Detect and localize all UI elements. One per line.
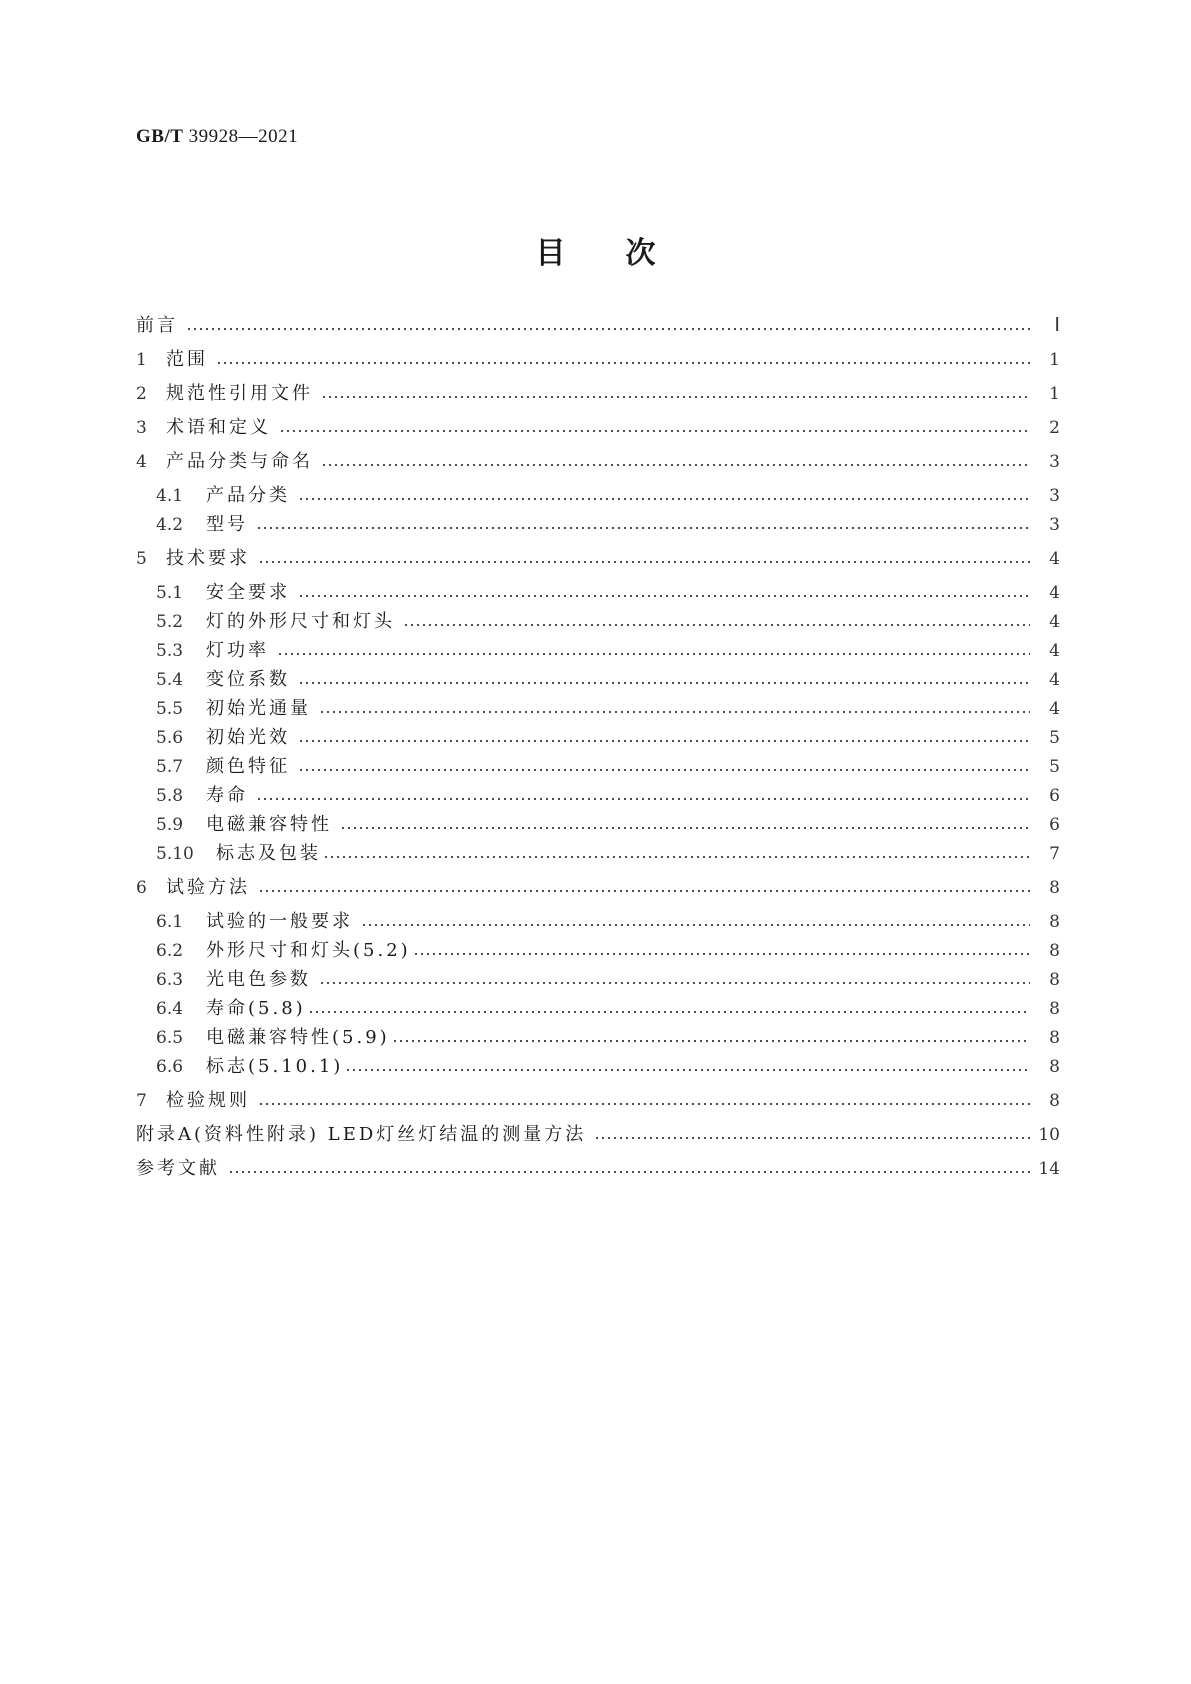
toc-entry-5-4[interactable]: [156, 668, 1060, 692]
leader-dots: [298, 496, 1030, 502]
toc-entry-4-1[interactable]: [156, 484, 1060, 508]
toc-entry-page: 3: [1049, 515, 1060, 535]
toc-entry-1[interactable]: [136, 348, 1060, 372]
toc-entry-number: 5.10: [156, 844, 194, 864]
leader-dots: [258, 888, 1030, 894]
toc-entry-number: 6.2: [156, 941, 184, 961]
toc-entry-number: 6.5: [156, 1028, 184, 1048]
toc-entry-page: 4: [1049, 699, 1060, 719]
leader-dots: [321, 394, 1030, 400]
toc-entry-label: 型号: [206, 514, 248, 535]
toc-entry-label: 参考文献: [136, 1158, 220, 1179]
leader-dots: [323, 854, 1030, 860]
leader-dots: [594, 1135, 1030, 1141]
toc-entry-foreword[interactable]: [136, 314, 1060, 338]
toc-entry-5-1[interactable]: [156, 581, 1060, 605]
toc-entry-page: 8: [1049, 970, 1060, 990]
document-code: [136, 126, 298, 148]
toc-entry-page: 1: [1049, 384, 1060, 404]
toc-entry-label: 灯功率: [206, 640, 269, 661]
toc-entry-page: 8: [1049, 941, 1060, 961]
toc-entry-number: 2: [136, 384, 147, 404]
toc-entry-page: 4: [1049, 583, 1060, 603]
toc-entry-label: 寿命: [206, 785, 248, 806]
toc-entry-number: 5.4: [156, 670, 184, 690]
leader-dots: [256, 525, 1030, 531]
toc-entry-6-4[interactable]: [156, 997, 1060, 1021]
leader-dots: [345, 1067, 1030, 1073]
toc-entry-label: 电磁兼容特性(5.9): [206, 1027, 390, 1048]
toc-entry-label: 寿命(5.8): [206, 998, 306, 1019]
toc-entry-number: 5.3: [156, 641, 184, 661]
toc-entry-6-1[interactable]: [156, 910, 1060, 934]
toc-entry-4-2[interactable]: [156, 513, 1060, 537]
toc-entry-label: 灯的外形尺寸和灯头: [206, 611, 395, 632]
toc-entry-5[interactable]: [136, 547, 1060, 571]
leader-dots: [403, 622, 1030, 628]
toc-entry-label: 检验规则: [166, 1090, 250, 1111]
toc-entry-5-3[interactable]: [156, 639, 1060, 663]
toc-entry-label: 颜色特征: [206, 756, 290, 777]
toc-entry-number: 5.7: [156, 757, 184, 777]
toc-entry-6[interactable]: [136, 876, 1060, 900]
toc-entry-5-5[interactable]: [156, 697, 1060, 721]
toc-entry-6-5[interactable]: [156, 1026, 1060, 1050]
toc-entry-label: 安全要求: [206, 582, 290, 603]
leader-dots: [186, 326, 1030, 332]
leader-dots: [256, 796, 1030, 802]
toc-entry-number: 7: [136, 1091, 147, 1111]
toc-entry-label: 附录A(资料性附录) LED灯丝灯结温的测量方法: [136, 1124, 587, 1145]
leader-dots: [413, 951, 1030, 957]
toc-entry-label: 外形尺寸和灯头(5.2): [206, 940, 411, 961]
toc-entry-number: 6.4: [156, 999, 184, 1019]
toc-entry-label: 变位系数: [206, 669, 290, 690]
leader-dots: [321, 462, 1030, 468]
toc-entry-page: 6: [1049, 815, 1060, 835]
toc-entry-number: 5.2: [156, 612, 184, 632]
toc-entry-page: 8: [1049, 1028, 1060, 1048]
toc-entry-number: 6.3: [156, 970, 184, 990]
toc-entry-number: 5.8: [156, 786, 184, 806]
leader-dots: [308, 1009, 1030, 1015]
toc-entry-label: 范围: [166, 349, 208, 370]
leader-dots: [298, 593, 1030, 599]
toc-entry-page: Ⅰ: [1054, 315, 1060, 336]
toc-entry-number: 6: [136, 878, 147, 898]
toc-entry-number: 5.9: [156, 815, 184, 835]
toc-entry-number: 5.5: [156, 699, 184, 719]
toc-entry-5-6[interactable]: [156, 726, 1060, 750]
toc-entry-label: 试验方法: [166, 877, 250, 898]
toc-entry-page: 7: [1049, 844, 1060, 864]
toc-entry-label: 产品分类与命名: [166, 451, 313, 472]
toc-entry-label: 产品分类: [206, 485, 290, 506]
toc-entry-7[interactable]: [136, 1089, 1060, 1113]
toc-entry-6-3[interactable]: [156, 968, 1060, 992]
toc-entry-label: 标志及包装: [216, 843, 321, 864]
toc-entry-page: 14: [1038, 1159, 1060, 1179]
toc-entry-label: 规范性引用文件: [166, 383, 313, 404]
toc-entry-4[interactable]: [136, 450, 1060, 474]
toc-entry-label: 电磁兼容特性: [206, 814, 332, 835]
toc-entry-page: 4: [1049, 641, 1060, 661]
leader-dots: [258, 1101, 1030, 1107]
toc-entry-2[interactable]: [136, 382, 1060, 406]
toc-entry-label: 标志(5.10.1): [206, 1056, 344, 1077]
leader-dots: [216, 360, 1030, 366]
toc-entry-5-8[interactable]: [156, 784, 1060, 808]
toc-entry-6-6[interactable]: [156, 1055, 1060, 1079]
toc-entry-number: 6.1: [156, 912, 184, 932]
standard-prefix: GB/T: [136, 126, 184, 147]
toc-entry-page: 8: [1049, 912, 1060, 932]
toc-entry-page: 4: [1049, 670, 1060, 690]
toc-entry-number: 1: [136, 350, 147, 370]
toc-entry-number: 4.1: [156, 486, 184, 506]
leader-dots: [277, 651, 1030, 657]
leader-dots: [392, 1038, 1030, 1044]
toc-entry-page: 5: [1049, 728, 1060, 748]
leader-dots: [228, 1169, 1030, 1175]
toc-entry-3[interactable]: [136, 416, 1060, 440]
toc-entry-number: 3: [136, 418, 147, 438]
toc-entry-page: 4: [1049, 612, 1060, 632]
toc-entry-page: 3: [1049, 452, 1060, 472]
toc-entry-page: 3: [1049, 486, 1060, 506]
leader-dots: [361, 922, 1030, 928]
leader-dots: [298, 767, 1030, 773]
toc-title: 目次: [535, 236, 716, 271]
toc-entry-page: 2: [1049, 418, 1060, 438]
toc-entry-page: 4: [1049, 549, 1060, 569]
toc-entry-number: 5: [136, 549, 147, 569]
toc-entry-label: 技术要求: [166, 548, 250, 569]
leader-dots: [298, 738, 1030, 744]
standard-number: 39928—2021: [183, 126, 299, 147]
toc-entry-page: 6: [1049, 786, 1060, 806]
toc-entry-number: 6.6: [156, 1057, 184, 1077]
leader-dots: [279, 428, 1030, 434]
toc-entry-label: 光电色参数: [206, 969, 311, 990]
leader-dots: [340, 825, 1030, 831]
toc-entry-page: 1: [1049, 350, 1060, 370]
toc-entry-label: 前言: [136, 315, 178, 336]
toc-entry-6-2[interactable]: [156, 939, 1060, 963]
toc-entry-page: 5: [1049, 757, 1060, 777]
toc-entry-number: 4.2: [156, 515, 184, 535]
toc-entry-5-10[interactable]: [156, 842, 1060, 866]
toc-entry-label: 试验的一般要求: [206, 911, 353, 932]
toc-entry-page: 10: [1038, 1125, 1060, 1145]
toc-entry-number: 5.6: [156, 728, 184, 748]
toc-entry-label: 术语和定义: [166, 417, 271, 438]
toc-entry-page: 8: [1049, 999, 1060, 1019]
toc-entry-number: 5.1: [156, 583, 184, 603]
toc-entry-5-7[interactable]: [156, 755, 1060, 779]
toc-entry-page: 8: [1049, 878, 1060, 898]
leader-dots: [319, 709, 1030, 715]
leader-dots: [298, 680, 1030, 686]
toc-entry-annex-a[interactable]: [136, 1123, 1060, 1147]
toc-entry-page: 8: [1049, 1091, 1060, 1111]
toc-entry-5-9[interactable]: [156, 813, 1060, 837]
leader-dots: [258, 559, 1030, 565]
toc-entry-page: 8: [1049, 1057, 1060, 1077]
toc-entry-label: 初始光通量: [206, 698, 311, 719]
toc-entry-5-2[interactable]: [156, 610, 1060, 634]
leader-dots: [319, 980, 1030, 986]
toc-entry-bibliography[interactable]: [136, 1157, 1060, 1181]
toc-entry-label: 初始光效: [206, 727, 290, 748]
toc-entry-number: 4: [136, 452, 147, 472]
